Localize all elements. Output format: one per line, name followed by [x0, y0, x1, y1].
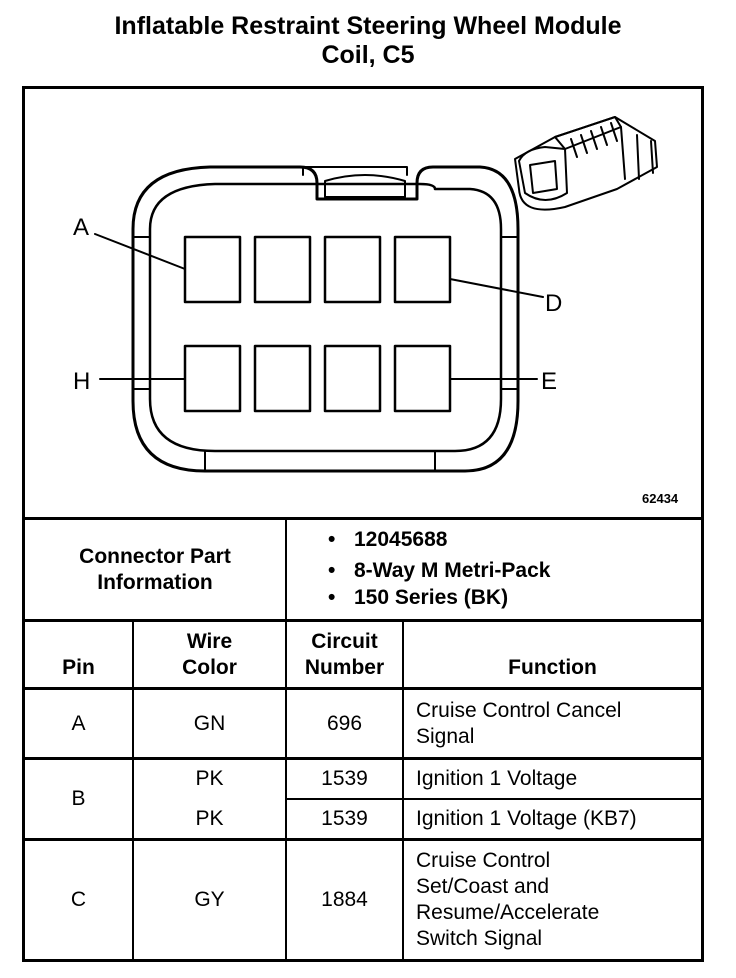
row-a-function: Cruise Control Cancel Signal: [416, 698, 622, 748]
cavity-4: [395, 237, 450, 302]
row-b2-wire-color: PK: [195, 807, 224, 830]
cavity-2: [255, 237, 310, 302]
connector-series: • 150 Series (BK): [326, 584, 696, 611]
cavity-6: [255, 346, 310, 411]
title-line-2: Coil, C5: [321, 41, 415, 69]
row-c-pin: C: [70, 888, 87, 911]
row-b-pin: B: [71, 787, 86, 810]
row-a-circuit: 696: [326, 711, 363, 735]
row-b1-circuit: 1539: [321, 767, 368, 790]
row-c-function: Cruise Control Set/Coast and Resume/Accelerate Switch Signal: [416, 849, 600, 950]
pin-label-e: E: [541, 368, 558, 395]
cavity-3: [325, 237, 380, 302]
header-circuit-number: Circuit Number: [304, 630, 385, 679]
connector-type: • 8-Way M Metri-Pack: [326, 557, 696, 584]
figure-number: 62434: [642, 491, 679, 506]
page-title: [0, 12, 736, 70]
cavity-1: [185, 237, 240, 302]
connector-part-number: • 12045688: [326, 526, 696, 553]
cavity-8: [395, 346, 450, 411]
pin-label-d: D: [545, 290, 563, 317]
row-b2-circuit: 1539: [321, 807, 368, 830]
divider-info-vertical: [285, 517, 287, 621]
connector-info-label: [25, 520, 285, 619]
row-b1-wire-color: PK: [195, 767, 224, 790]
connector-isometric-icon: [515, 117, 657, 210]
cavity-5: [185, 346, 240, 411]
header-pin: Pin: [62, 656, 95, 679]
connector-housing-outer: [133, 167, 518, 471]
title-line-1: Inflatable Restraint Steering Wheel Module: [114, 12, 622, 40]
row-c-circuit: 1884: [321, 888, 368, 911]
cavity-7: [325, 346, 380, 411]
row-a-pin: A: [71, 711, 86, 735]
connector-latch: [303, 167, 407, 197]
row-b2-function: Ignition 1 Voltage (KB7): [416, 807, 637, 830]
row-b1-function: Ignition 1 Voltage: [416, 767, 578, 790]
leader-line-a: [95, 234, 185, 269]
connector-info-list: [326, 526, 696, 615]
header-wire-color: Wire Color: [182, 630, 237, 679]
leader-line-d: [450, 279, 543, 297]
row-a-wire-color: GN: [193, 711, 226, 735]
header-function: Function: [508, 656, 597, 679]
pin-label-h: H: [73, 368, 91, 395]
connector-info-label-line-1: Connector Part: [79, 544, 231, 568]
row-c-wire-color: GY: [194, 888, 225, 911]
pin-label-a: A: [73, 214, 90, 241]
connector-info-label-line-2: Information: [97, 570, 213, 594]
connector-face-diagram: [25, 89, 701, 517]
